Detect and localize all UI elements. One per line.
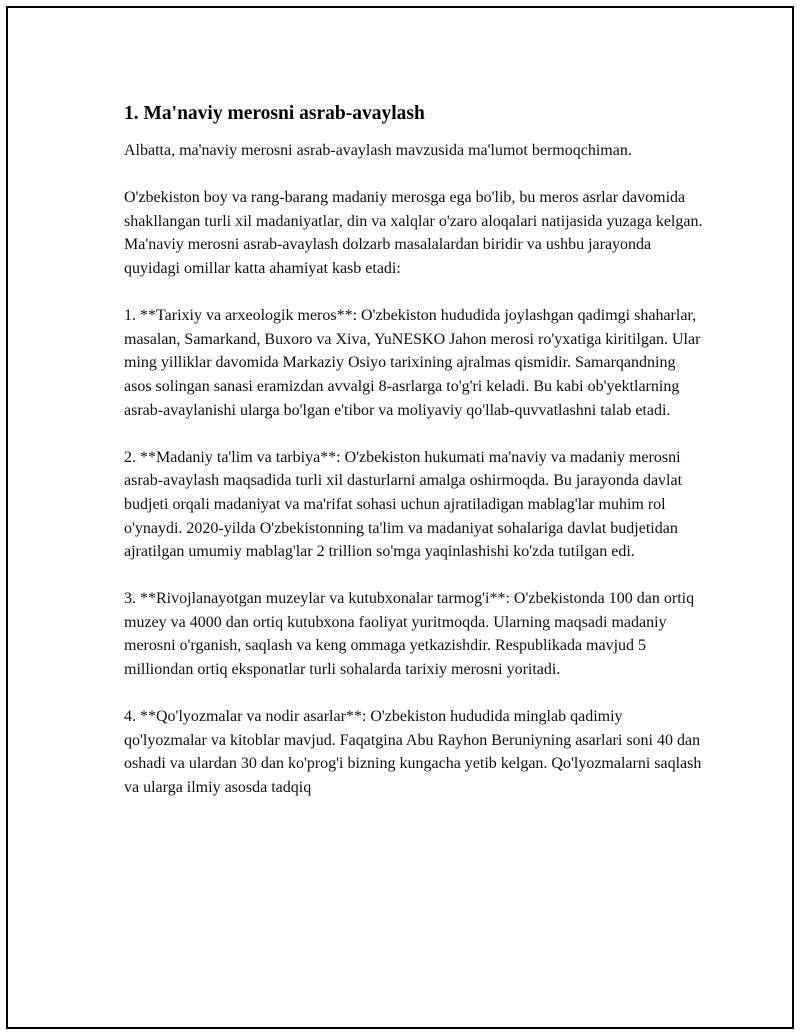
page-frame [6, 6, 794, 1029]
paragraph-item-3: 3. **Rivojlanayotgan muzeylar va kutubxonalar tarmog'i**: O'zbekistonda 100 dan ortiq muzey va 4000 dan ortiq kutubxona faoliyat yuritmoqda. Ularning maqsadi madaniy merosni o'rganish, saqlash va keng ommaga yetkazishdir. Respublikada mavjud 5 milliondan ortiq eksponatlar turli sohalarda tarixiy merosni yoritadi. [124, 590, 695, 679]
paragraph-overview: O'zbekiston boy va rang-barang madaniy merosga ega bo'lib, bu meros asrlar davomida shakllangan turli xil madaniyatlar, din va xalqlar o'zaro aloqalari natijasida yuzaga kelgan. Ma'naviy merosni asrab-avaylash dolzarb masalalardan biridir va ushbu jarayonda quyidagi omillar katta ahamiyat kasb etadi: [124, 189, 703, 277]
section-heading: 1. Ma'naviy merosni asrab-avaylash [124, 103, 425, 124]
paragraph-item-4: 4. **Qo'lyozmalar va nodir asarlar**: O'zbekiston hududida minglab qadimiy qo'lyozmalar va kitoblar mavjud. Faqatgina Abu Rayhon Beruniyning asarlari soni 40 dan oshadi va ulardan 30 dan ko'prog'i bizning kungacha yetib kelgan. Qo'lyozmalarni saqlash va ularga ilmiy asosda tadqiq [124, 708, 702, 797]
paragraph-item-1: 1. **Tarixiy va arxeologik meros**: O'zbekiston hududida joylashgan qadimgi shaharlar, masalan, Samarkand, Buxoro va Xiva, YuNESKO Jahon merosi ro'yxatiga kiritilgan. Ular ming yilliklar davomida Markaziy Osiyo tarixining ajralmas qismidir. Samarqandning asos solingan sanasi eramizdan avvalgi 8-asrlarga to'g'ri keladi. Bu kabi ob'yektlarning asrab-avaylanishi ularga bo'lgan e'tibor va moliyaviy qo'llab-quvvatlashni talab etadi. [124, 307, 701, 419]
paragraph-item-2: 2. **Madaniy ta'lim va tarbiya**: O'zbekiston hukumati ma'naviy va madaniy merosni asrab-avaylash maqsadida turli xil dasturlarni amalga oshirmoqda. Bu jarayonda davlat budjeti orqali madaniyat va ma'rifat sohasi uchun ajratiladigan mablag'lar muhim rol o'ynaydi. 2020-yilda O'zbekistonning ta'lim va madaniyat sohalariga davlat budjetidan ajratilgan umumiy mablag'lar 2 trillion so'mga yaqinlashishi ko'zda tutilgan edi. [124, 448, 683, 561]
paragraph-intro: Albatta, ma'naviy merosni asrab-avaylash mavzusida ma'lumot bermoqchiman. [124, 142, 632, 159]
document-body [124, 101, 704, 823]
